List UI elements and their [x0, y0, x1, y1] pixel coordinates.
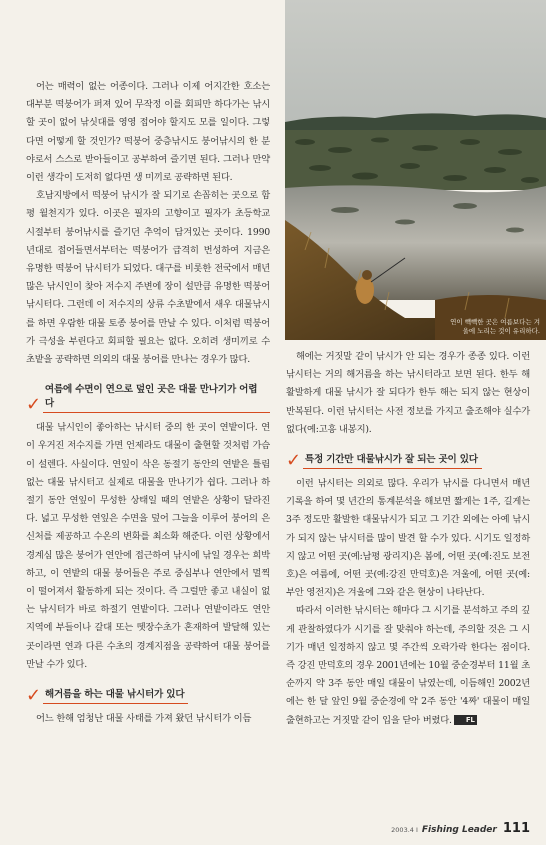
section-heading-text: 특정 기간만 대물낚시가 잘 되는 곳이 있다: [303, 453, 482, 469]
left-column: [26, 78, 270, 728]
photo-caption: 연이 빽빽한 곳은 여름보다는 겨울에 노리는 것이 유리하다.: [450, 318, 540, 335]
body-paragraph: 이런 낚시터는 의외로 많다. 우리가 낚시를 다니면서 매년 기록을 하여 몇 년간의 통계분석을 해보면 짧게는 1주, 길게는 3주 정도만 활발한 대물낚시가 되고 그 기간 외에는 아예 낚시가 되지 않는 낚시터를 많이 발견 할 수가 있다. 시기도 일정하지 않고 어떤 곳(예:남평 광리지)은 봄에, 어떤 곳(예:진도 보전호)은 여름에, 어떤 곳(예:강진 만덕호)은 겨울에, 어떤 곳(예:부안 영전지)은 겨울에 그와 같은 현상이 나타난다.: [286, 478, 530, 599]
section-heading: [286, 450, 530, 472]
body-paragraph: [286, 602, 530, 729]
right-column: [286, 348, 530, 730]
photo-image: [285, 0, 546, 340]
check-mark-icon: ✓: [286, 450, 301, 472]
body-paragraph: 호남지방에서 떡붕어 낚시가 잘 되기로 손꼽히는 곳으로 함평 월천지가 있다. 이곳은 필자의 고향이고 필자가 초등학교 시절부터 붕어낚시를 즐기던 추억이 담겨있는 곳이다. 1990년대로 접어들면서부터는 떡붕어가 급격히 번성하여 지금은 유명한 떡붕어 낚시터가 되었다. 대구를 비롯한 전국에서 매년 많은 낚시인이 찾아 저수지 주변에 장이 설만큼 유명한 떡붕어 낚시터다. 그런데 이 저수지의 상류 수초밭에서 새우 대물낚시를 하면 우람한 대물 토종 붕어를 만날 수 있다. 이처럼 떡붕어가 극성을 부린다고 회피할 필요는 없다. 오히려 생미끼로 수초밭을 공략하면 의외의 대물 붕어를 만나는 경우가 많다.: [26, 190, 270, 366]
section-heading-text: 해거름을 하는 대물 낚시터가 있다: [43, 688, 189, 704]
check-mark-icon: ✓: [26, 685, 41, 707]
body-paragraph: 대물 낚시인이 좋아하는 낚시터 중의 한 곳이 연밭이다. 연이 우거진 저수지를 가면 언제라도 대물이 출현할 것처럼 가슴이 설렌다. 사실이다. 연잎이 삭은 동절기 동안의 연밭은 틀림없는 대물 낚시터고 실제로 대물을 만나기가 쉽다. 그러나 하절기 동안 연잎이 무성한 상태일 때의 연밭은 상황이 달라진다. 넓고 무성한 연잎은 수면을 덮어 그늘을 이루어 붕어의 은신처를 제공하고 수온의 변화를 최소화 해준다. 이런 상황에서 경계심 많은 붕어가 연안에 접근하여 낚시에 낚일 경우는 희박하고, 이 연밭의 대물 붕어들은 주로 중심부나 연안에서 멀찍이 떨어져서 활동하게 되는 것이다. 즉 그럴만 좋고 내실이 없는 낚시터가 바로 하절기 연밭이다. 그러나 연밭이라도 연안 지역에 부들이나 갈대 또는 뗏장수초가 혼재하여 발달해 있는 곳이라면 연과 다른 수초의 경계지점을 공략하여 대물 붕어를 만날 수가 있다.: [26, 422, 270, 670]
body-paragraph: 해에는 거짓말 같이 낚시가 안 되는 경우가 종종 있다. 이런 낚시터는 거의 해거름을 하는 낚시터라고 보면 된다. 한두 해 활발하게 대물 낚시가 잘 되다가 한두 해는 되지 않는 현상이 반복된다. 이런 낚시터는 사전 정보를 가지고 출조해야 실수가 없다(예:고흥 내봉지).: [286, 351, 530, 435]
section-heading: [26, 685, 270, 707]
section-heading-text: 여름에 수면이 연으로 덮인 곳은 대물 만나기가 어렵다: [43, 383, 270, 413]
article-end-mark: FL: [454, 715, 477, 725]
issue-date: 2003.4 I: [391, 826, 418, 834]
page-footer: [391, 821, 530, 836]
section-heading: [26, 383, 270, 416]
body-paragraph: 어느 한해 엄청난 대물 사태를 가져 왔던 낚시터가 이듬: [36, 713, 252, 725]
body-paragraph-text: 따라서 이러한 낚시터는 해마다 그 시기를 분석하고 주의 깊게 관찰하였다가 시기를 잘 맞춰야 하는데, 주의할 것은 그 시기가 매년 일정하지 않고 몇 주간씩 오락가락 한다는 점이다. 즉 강진 만덕호의 경우 2001년에는 10월 중순경부터 11월 초순까지 약 3주 동안 매일 대물이 낚였는데, 이듬해인 2002년에는 한 달 앞인 9월 중순경에 약 2주 동안 '4짜' 대물이 매일 출현하고는 거짓말 같이 입을 닫아 버렸다.: [286, 605, 530, 726]
magazine-name: Fishing Leader: [421, 825, 497, 835]
page-number: 111: [502, 821, 530, 836]
check-mark-icon: ✓: [26, 394, 41, 416]
body-paragraph: 어는 매력이 없는 어종이다. 그러나 이제 어지간한 호소는 대부분 떡붕어가 퍼져 있어 무작정 이를 회피만 하다가는 낚시 할 곳이 없어 낚싯대를 영영 접어야 할지도 모를 일이다. 그렇다면 어떻게 할 것인가? 떡붕어 중층낚시도 붕어낚시의 한 분야로서 스스로 받아들이고 공부하여 즐기면 된다. 그러나 만약 이런 생각이 도저히 없다면 생 미끼로 공략하면 된다.: [26, 81, 270, 184]
lotus-pond-photo: [285, 0, 546, 340]
